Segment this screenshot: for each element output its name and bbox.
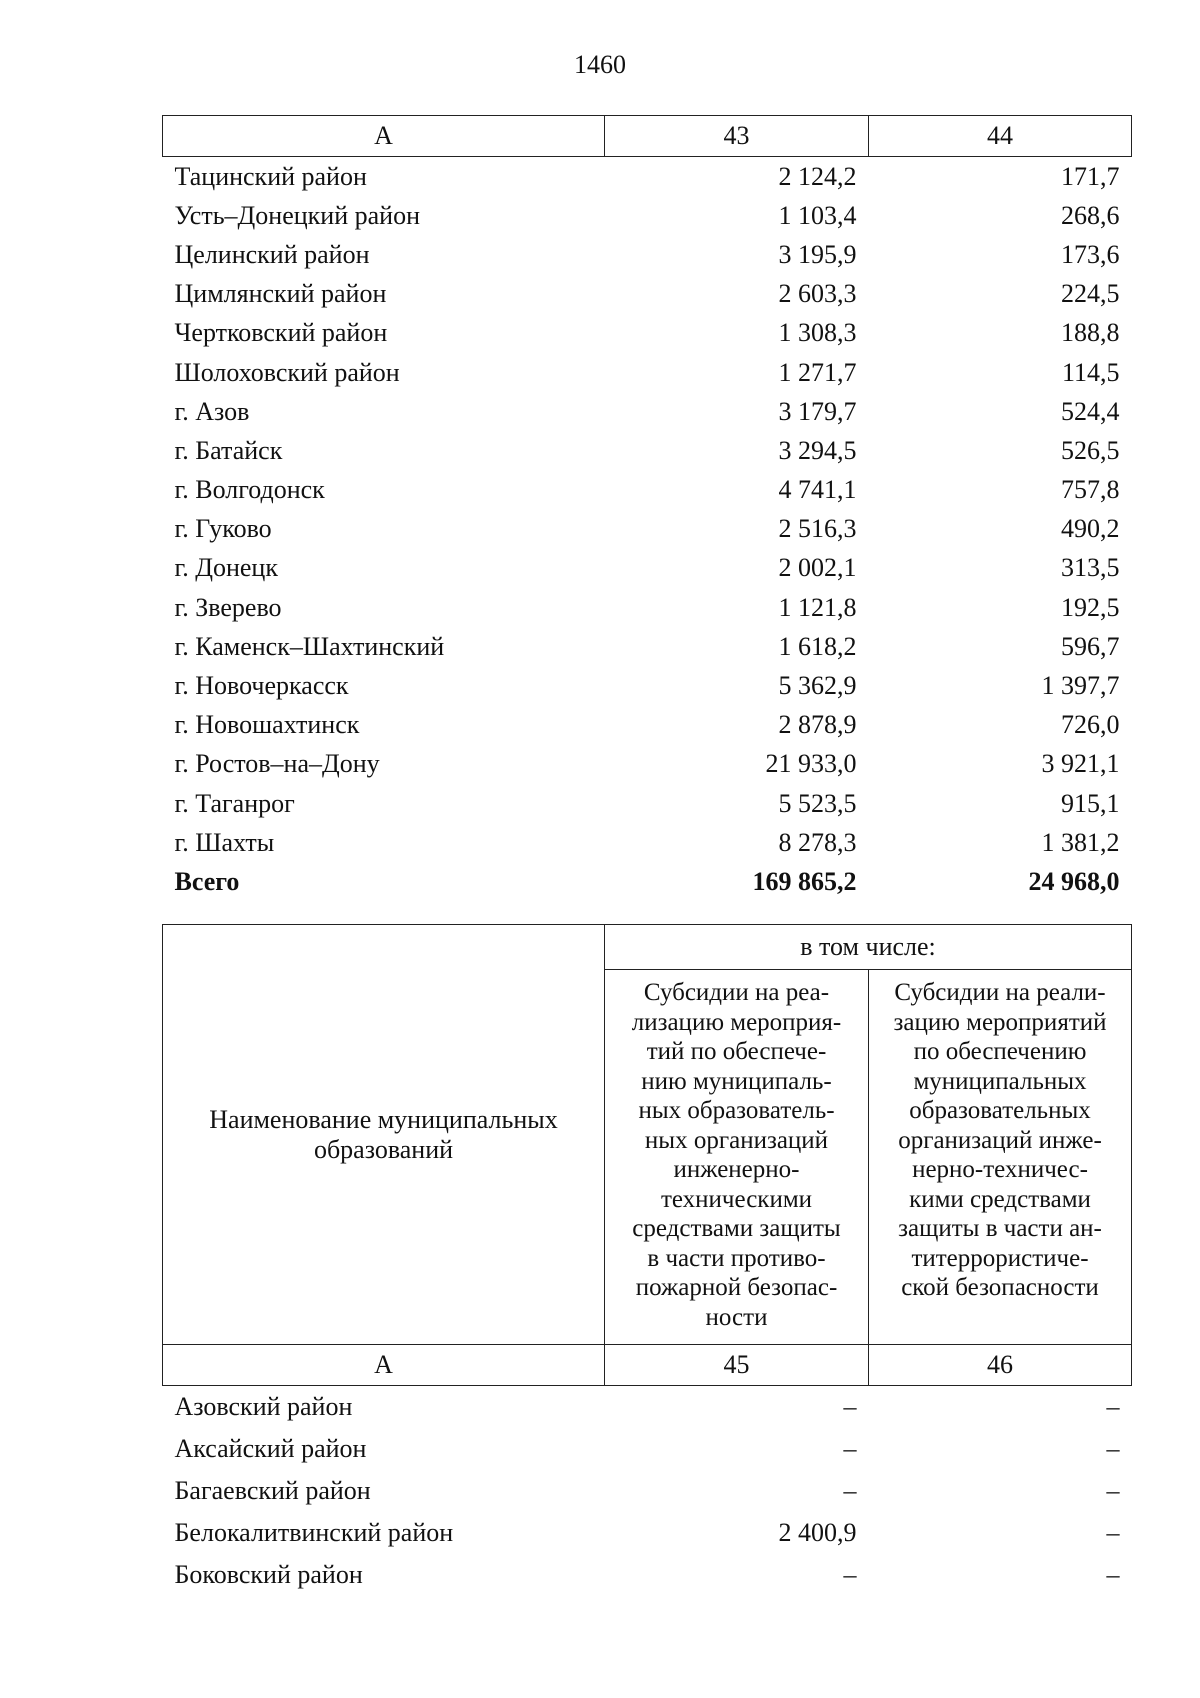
value-43: 1 103,4 bbox=[778, 200, 857, 230]
table-row bbox=[163, 549, 1132, 588]
value-43: 1 618,2 bbox=[778, 631, 857, 661]
value-43: 21 933,0 bbox=[765, 749, 857, 779]
desc-line: кими средствами bbox=[909, 1185, 1091, 1213]
table-row bbox=[163, 1470, 1132, 1512]
desc-line: по обеспечению bbox=[913, 1038, 1087, 1065]
table-row bbox=[163, 431, 1132, 470]
municipality-name: г. Новошахтинск bbox=[174, 710, 360, 740]
value-44: 268,6 bbox=[1061, 200, 1120, 230]
value-44: 114,5 bbox=[1061, 357, 1120, 387]
value-45: – bbox=[843, 1476, 857, 1505]
total-value-44: 24 968,0 bbox=[1028, 866, 1120, 896]
value-44: 524,4 bbox=[1061, 396, 1120, 426]
desc-line: муниципальных bbox=[913, 1067, 1087, 1095]
value-44: 1 381,2 bbox=[1041, 827, 1120, 857]
desc-line: ных образователь- bbox=[638, 1097, 835, 1124]
value-45: – bbox=[843, 1434, 857, 1463]
table-row bbox=[163, 706, 1132, 745]
desc-line: образовательных bbox=[909, 1097, 1091, 1124]
desc-line: нерно-техничес- bbox=[912, 1156, 1088, 1183]
municipality-name-header: Наименование муниципальных образований bbox=[163, 925, 605, 1345]
table-row bbox=[163, 314, 1132, 353]
value-43: 5 362,9 bbox=[778, 671, 857, 701]
value-46: – bbox=[1106, 1518, 1120, 1547]
municipality-name: г. Таганрог bbox=[174, 788, 295, 818]
desc-line: ных организаций bbox=[644, 1126, 829, 1154]
column-46-description bbox=[869, 970, 1132, 1345]
value-44: 192,5 bbox=[1061, 592, 1120, 622]
municipality-name: г. Волгодонск bbox=[174, 475, 325, 505]
desc-line: ности bbox=[705, 1303, 768, 1331]
table-row bbox=[163, 666, 1132, 705]
table-row bbox=[163, 157, 1132, 197]
page-number: 1460 bbox=[574, 50, 626, 79]
municipality-name: г. Гуково bbox=[174, 514, 272, 544]
desc-line: лизацию мероприя- bbox=[631, 1008, 842, 1036]
column-header-46: 46 bbox=[869, 1345, 1132, 1386]
value-44: 915,1 bbox=[1061, 788, 1120, 818]
municipality-name: Целинский район bbox=[174, 239, 370, 269]
municipality-name: г. Шахты bbox=[174, 827, 275, 857]
value-43: 2 878,9 bbox=[778, 710, 857, 740]
table-row bbox=[163, 745, 1132, 784]
column-45-description bbox=[605, 970, 869, 1345]
value-44: 173,6 bbox=[1061, 239, 1120, 269]
municipality-name: Боковский район bbox=[174, 1560, 363, 1589]
table-row bbox=[163, 588, 1132, 627]
municipality-name: г. Ростов–на–Дону bbox=[174, 749, 380, 779]
value-44: 596,7 bbox=[1061, 631, 1120, 661]
table-row bbox=[163, 235, 1132, 274]
municipality-name: Багаевский район bbox=[174, 1476, 371, 1505]
table-row bbox=[163, 471, 1132, 510]
table-row bbox=[163, 1386, 1132, 1429]
value-44: 3 921,1 bbox=[1041, 749, 1120, 779]
value-46: – bbox=[1106, 1560, 1120, 1589]
value-46: – bbox=[1106, 1476, 1120, 1505]
value-44: 526,5 bbox=[1061, 435, 1120, 465]
column-header-44: 44 bbox=[869, 116, 1132, 157]
desc-line: Субсидии на реа- bbox=[643, 979, 830, 1006]
desc-line: техническими bbox=[660, 1185, 813, 1213]
municipality-name: г. Новочеркасск bbox=[174, 671, 349, 701]
value-43: 2 603,3 bbox=[778, 279, 857, 309]
municipality-name: г. Батайск bbox=[174, 435, 283, 465]
municipality-name: г. Азов bbox=[174, 396, 250, 426]
value-43: 3 294,5 bbox=[778, 435, 857, 465]
column-header-45: 45 bbox=[605, 1345, 869, 1386]
municipality-name: Цимлянский район bbox=[174, 279, 387, 309]
value-43: 8 278,3 bbox=[778, 827, 857, 857]
table-row bbox=[163, 275, 1132, 314]
value-45: 2 400,9 bbox=[778, 1518, 857, 1547]
desc-line: защиты в части ан- bbox=[898, 1215, 1102, 1242]
municipality-name: Азовский район bbox=[174, 1392, 353, 1421]
desc-line: пожарной безопас- bbox=[635, 1274, 838, 1301]
total-value-43: 169 865,2 bbox=[752, 866, 857, 896]
value-44: 490,2 bbox=[1061, 514, 1120, 544]
table-row bbox=[163, 784, 1132, 823]
value-44: 1 397,7 bbox=[1041, 671, 1120, 701]
table-row bbox=[163, 1512, 1132, 1554]
budget-table-45-46 bbox=[162, 924, 1132, 1596]
value-43: 1 121,8 bbox=[778, 592, 857, 622]
municipality-name: Шолоховский район bbox=[174, 357, 400, 387]
value-44: 188,8 bbox=[1061, 318, 1120, 348]
desc-line: организаций инже- bbox=[898, 1126, 1102, 1154]
value-43: 3 179,7 bbox=[778, 396, 857, 426]
value-43: 5 523,5 bbox=[778, 788, 857, 818]
total-label: Всего bbox=[174, 866, 240, 896]
value-43: 1 308,3 bbox=[778, 318, 857, 348]
column-header-a: А bbox=[163, 116, 605, 157]
value-44: 313,5 bbox=[1061, 553, 1120, 583]
value-43: 2 124,2 bbox=[778, 161, 857, 191]
table-row bbox=[163, 1428, 1132, 1470]
table-row bbox=[163, 510, 1132, 549]
table-row bbox=[163, 823, 1132, 862]
table-header-row bbox=[163, 925, 1132, 970]
desc-line: Субсидии на реали- bbox=[894, 979, 1106, 1006]
value-43: 2 002,1 bbox=[778, 553, 857, 583]
value-46: – bbox=[1106, 1434, 1120, 1463]
table-row bbox=[163, 196, 1132, 235]
municipality-name: Белокалитвинский район bbox=[174, 1518, 454, 1547]
desc-line: тий по обеспече- bbox=[646, 1038, 827, 1065]
value-46: – bbox=[1106, 1392, 1120, 1421]
value-43: 2 516,3 bbox=[778, 514, 857, 544]
column-header-43: 43 bbox=[605, 116, 869, 157]
desc-line: средствами защиты bbox=[632, 1215, 841, 1242]
value-45: – bbox=[843, 1560, 857, 1589]
municipality-name: г. Зверево bbox=[174, 592, 282, 622]
table-row bbox=[163, 353, 1132, 392]
value-43: 3 195,9 bbox=[778, 239, 857, 269]
municipality-name: г. Донецк bbox=[174, 553, 278, 583]
value-43: 1 271,7 bbox=[778, 357, 857, 387]
municipality-name: г. Каменск–Шахтинский bbox=[174, 631, 445, 661]
column-number-row bbox=[163, 1345, 1132, 1386]
municipality-name: Аксайский район bbox=[174, 1434, 367, 1463]
table-header-row bbox=[163, 116, 1132, 157]
value-44: 726,0 bbox=[1061, 710, 1120, 740]
municipality-name: Чертковский район bbox=[174, 318, 388, 348]
budget-table-43-44 bbox=[162, 115, 1132, 902]
desc-line: в части противо- bbox=[647, 1244, 826, 1272]
including-header: в том числе: bbox=[605, 925, 1132, 970]
desc-line: зацию мероприятий bbox=[893, 1008, 1107, 1036]
value-45: – bbox=[843, 1392, 857, 1421]
value-44: 224,5 bbox=[1061, 279, 1120, 309]
table-row bbox=[163, 627, 1132, 666]
desc-line: нию муниципаль- bbox=[641, 1067, 832, 1095]
value-44: 171,7 bbox=[1061, 161, 1120, 191]
desc-line: инженерно- bbox=[673, 1156, 800, 1183]
municipality-name: Усть–Донецкий район bbox=[174, 200, 420, 230]
total-row bbox=[163, 862, 1132, 901]
table-row bbox=[163, 392, 1132, 431]
value-44: 757,8 bbox=[1061, 475, 1120, 505]
value-43: 4 741,1 bbox=[778, 475, 857, 505]
column-header-a: А bbox=[163, 1345, 605, 1386]
table-row bbox=[163, 1554, 1132, 1596]
municipality-name: Тацинский район bbox=[174, 161, 367, 191]
desc-line: ской безопасности bbox=[901, 1274, 1099, 1301]
desc-line: титеррористиче- bbox=[911, 1244, 1089, 1272]
